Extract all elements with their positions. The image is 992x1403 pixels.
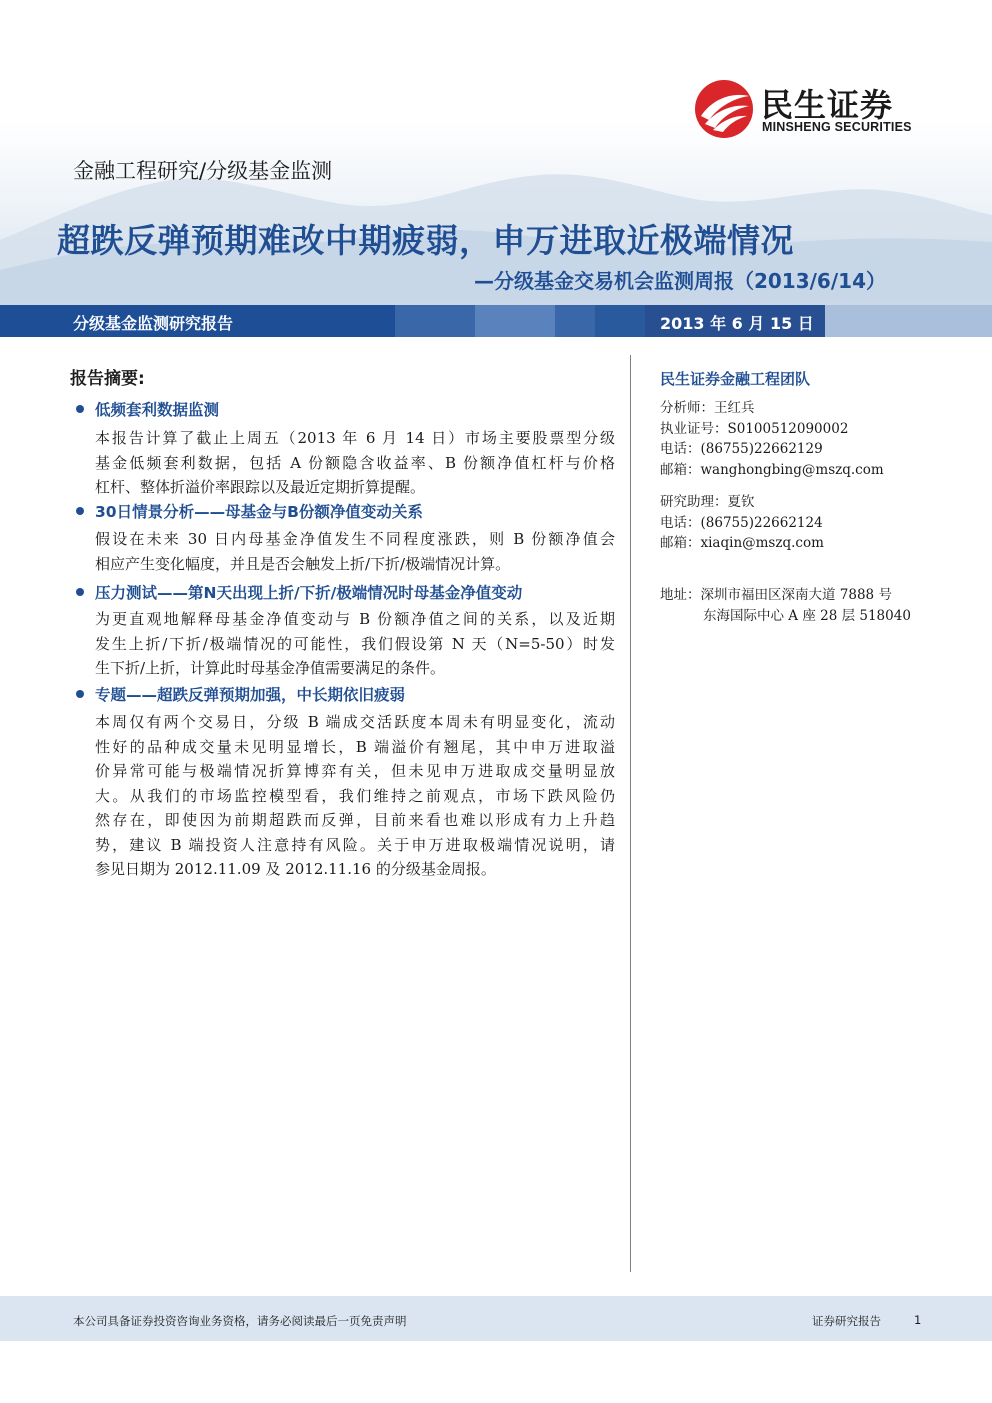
section-paragraph: 假设在未来 30 日内母基金净值发生不同程度涨跌，则 B 份额净值会 相应产生变化幅度，并且是否会触发上折/下折/极端情况计算。: [95, 530, 615, 573]
minsheng-logo: [693, 78, 923, 140]
section-heading: 30日情景分析——母基金与B份额净值变动关系: [76, 500, 423, 522]
abstract-heading: 报告摘要:: [70, 369, 145, 389]
report-date: 2013 年 6 月 15 日: [660, 314, 814, 333]
analyst-info: [660, 398, 884, 480]
report-title: 超跌反弹预期难改中期疲弱，申万进取近极端情况: [57, 221, 794, 260]
analyst-email[interactable]: 邮箱：wanghongbing@mszq.com: [660, 461, 884, 478]
section-heading: 专题——超跌反弹预期加强，中长期依旧疲弱: [76, 683, 405, 705]
assistant-phone: 电话：(86755)22662124: [660, 514, 823, 531]
report-category: 金融工程研究/分级基金监测: [73, 159, 333, 183]
title-band: [0, 305, 992, 337]
brand-name-en: MINSHENG SECURITIES: [762, 120, 912, 134]
brand-name-cn: 民生证券: [761, 86, 894, 124]
report-subtitle: —分级基金交易机会监测周报（2013/6/14）: [473, 269, 886, 293]
section-heading: 低频套利数据监测: [76, 398, 219, 420]
assistant-email[interactable]: 邮箱：xiaqin@mszq.com: [660, 535, 824, 551]
column-divider: [630, 355, 631, 1272]
team-heading: 民生证券金融工程团队: [660, 370, 811, 388]
analyst-phone: 电话：(86755)22662129: [660, 441, 823, 457]
bullet-icon: [76, 405, 84, 413]
section-heading: 压力测试——第N天出现上折/下折/极端情况时母基金净值变动: [76, 581, 522, 603]
footer-doc-type: 证券研究报告: [812, 1314, 881, 1328]
address-info: [660, 585, 911, 626]
address-line: 地址：深圳市福田区深南大道 7888 号: [660, 587, 892, 603]
logo-emblem-icon: [693, 78, 755, 140]
analyst-license: 执业证号：S0100512090002: [660, 420, 849, 437]
bullet-icon: [76, 690, 84, 698]
assistant-info: [660, 492, 824, 554]
address-line: 东海国际中心 A 座 28 层 518040: [703, 607, 911, 624]
section-paragraph: 本周仅有两个交易日，分级 B 端成交活跃度本周未有明显变化，流动 性好的品种成交量未见明显增长，B 端溢价有翘尾，其中申万进取溢 价异常可能与极端情况折算博弈有关，但未见申万进取成交量明显放 大。从我们的市场监控模型看，我们维持之前观点，市场下跌风险仍 然存在，即使因为前期超跌而反弹，目前来看也难以形成有力上升趋 势，建议 B 端投资人注意持有风险。关于申万进取极端情况说明，请 参见日期为 2012.11.09 及 2012.11.16 的分级基金周报。: [95, 713, 615, 878]
section-paragraph: 为更直观地解释母基金净值变动与 B 份额净值之间的关系，以及近期 发生上折/下折/极端情况的可能性，我们假设第 N 天（N=5-50）时发 生下折/上折，计算此时母基金净值需要满足的条件。: [95, 610, 615, 677]
report-type: 分级基金监测研究报告: [73, 314, 234, 333]
bullet-icon: [76, 588, 84, 596]
footer-disclaimer: 本公司具备证券投资咨询业务资格，请务必阅读最后一页免责声明: [73, 1314, 407, 1328]
bullet-icon: [76, 507, 84, 515]
analyst-name: 分析师：王红兵: [660, 400, 755, 416]
page-number: 1: [914, 1313, 922, 1327]
section-paragraph: 本报告计算了截止上周五（2013 年 6 月 14 日）市场主要股票型分级 基金低频套利数据，包括 A 份额隐含收益率、B 份额净值杠杆与价格 杠杆、整体折溢价率跟踪以及最近定期折算提醒。: [95, 429, 615, 496]
assistant-name: 研究助理：夏钦: [660, 494, 755, 510]
